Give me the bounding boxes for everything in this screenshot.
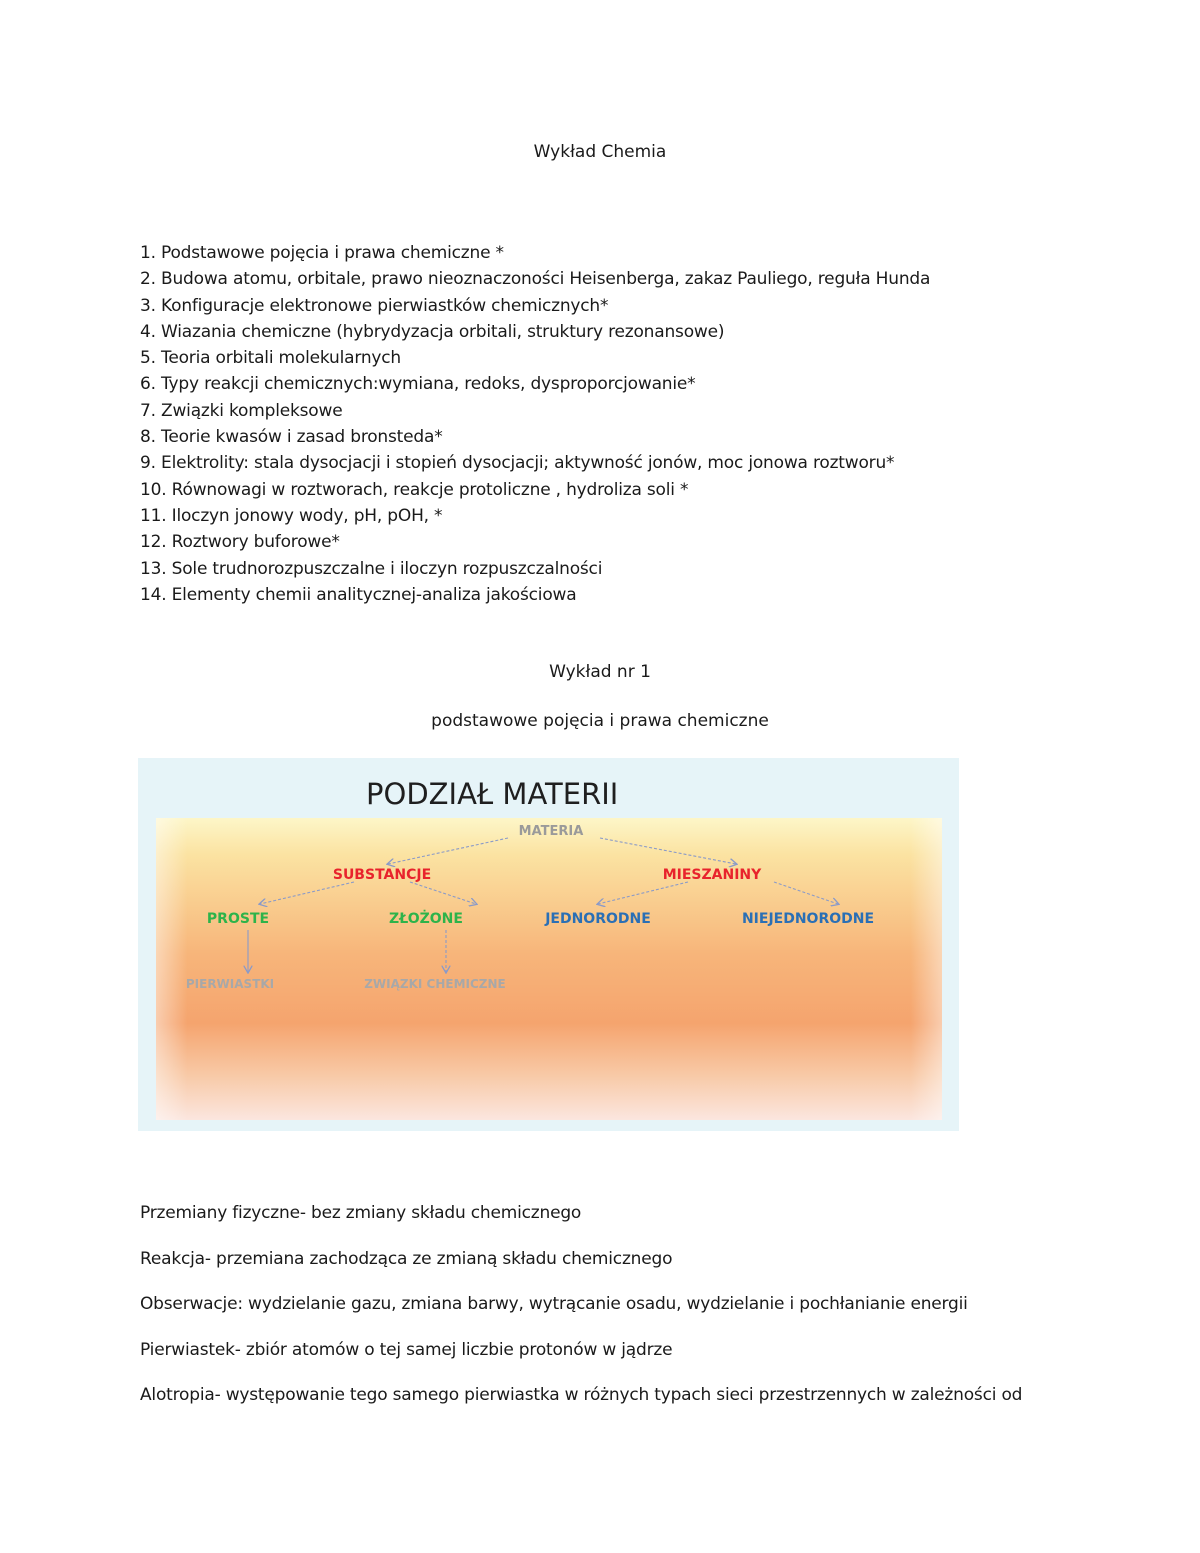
node-zwiazki-chemiczne: ZWIĄZKI CHEMICZNE: [364, 977, 506, 991]
topic-item: 1. Podstawowe pojęcia i prawa chemiczne *: [140, 243, 504, 263]
page-title: Wykład Chemia: [533, 142, 667, 162]
topic-item: 2. Budowa atomu, orbitale, prawo nieoznaczoności Heisenberga, zakaz Pauliego, reguła Hunda: [140, 269, 931, 290]
topic-item: 4. Wiazania chemiczne (hybrydyzacja orbitali, struktury rezonansowe): [140, 321, 725, 342]
node-proste: PROSTE: [206, 911, 270, 927]
node-zlozone: ZŁOŻONE: [389, 911, 463, 927]
topic-item: 10. Równowagi w roztworach, reakcje protoliczne , hydroliza soli *: [140, 479, 689, 500]
definition-paragraph: Alotropia- występowanie tego samego pierwiastka w różnych typach sieci przestrzennych w zależności od: [140, 1385, 1023, 1406]
definition-paragraph: Reakcja- przemiana zachodząca ze zmianą składu chemicznego: [140, 1248, 673, 1269]
lecture-subtitle: podstawowe pojęcia i prawa chemiczne: [431, 711, 769, 731]
node-mieszaniny: MIESZANINY: [662, 867, 762, 883]
definition-paragraph: Obserwacje: wydzielanie gazu, zmiana barwy, wytrącanie osadu, wydzielanie i pochłanianie energii: [140, 1294, 968, 1315]
definition-paragraph: Przemiany fizyczne- bez zmiany składu chemicznego: [140, 1203, 582, 1223]
topic-list: [140, 240, 930, 608]
topic-item: 7. Związki kompleksowe: [140, 400, 343, 421]
definition-paragraph: Pierwiastek- zbiór atomów o tej samej liczbie protonów w jądrze: [140, 1339, 673, 1360]
topic-item: 5. Teoria orbitali molekularnych: [140, 348, 401, 369]
node-niejednorodne: NIEJEDNORODNE: [741, 911, 875, 927]
node-materia: MATERIA: [518, 824, 584, 839]
lecture-number: Wykład nr 1: [549, 662, 651, 682]
topic-item: 12. Roztwory buforowe*: [140, 532, 340, 553]
topic-item: 6. Typy reakcji chemicznych:wymiana, redoks, dysproporcjowanie*: [140, 374, 696, 395]
definitions-section: [140, 1203, 1140, 1431]
topic-item: 13. Sole trudnorozpuszczalne i iloczyn rozpuszczalności: [140, 558, 603, 579]
matter-classification-diagram: [138, 758, 959, 1131]
diagram-panel-edge-fade: [156, 818, 942, 1120]
diagram-title: PODZIAŁ MATERII: [366, 777, 619, 811]
topic-item: 3. Konfiguracje elektronowe pierwiastków chemicznych*: [140, 295, 609, 316]
matter-classification-figure: [138, 758, 959, 1131]
topic-item: 14. Elementy chemii analitycznej-analiza jakościowa: [140, 584, 577, 605]
topic-item: 8. Teorie kwasów i zasad bronsteda*: [140, 427, 443, 448]
topic-item: 9. Elektrolity: stala dysocjacji i stopień dysocjacji; aktywność jonów, moc jonowa roztworu*: [140, 453, 895, 474]
node-substancje: SUBSTANCJE: [332, 867, 432, 883]
topic-item: 11. Iloczyn jonowy wody, pH, pOH, *: [140, 505, 443, 526]
node-pierwiastki: PIERWIASTKI: [185, 977, 275, 991]
node-jednorodne: JEDNORODNE: [545, 911, 651, 927]
